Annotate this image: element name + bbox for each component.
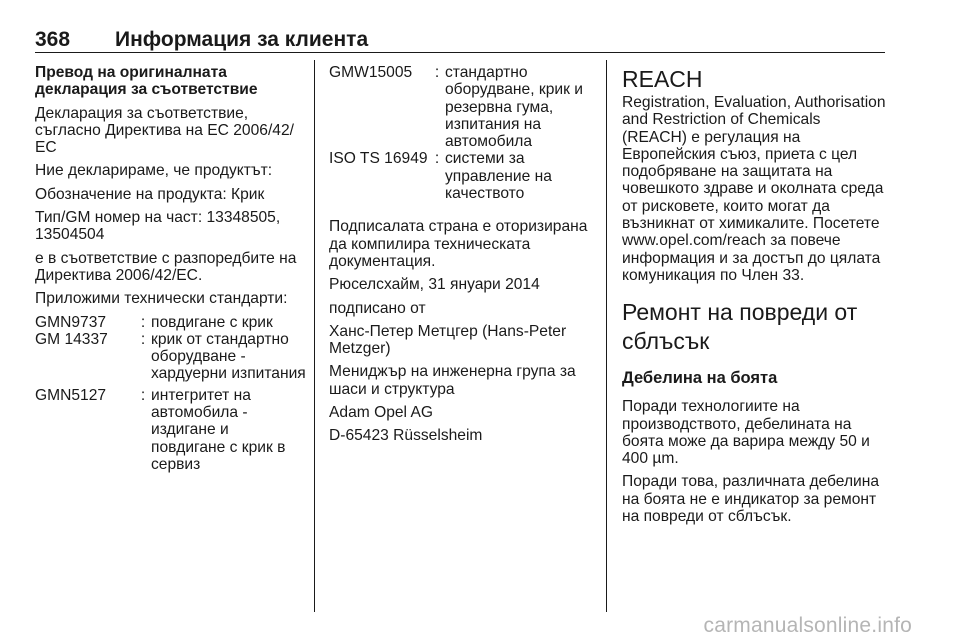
declaration-heading-line-1: Превод на оригиналната <box>35 64 227 81</box>
column-2 <box>329 64 595 445</box>
column-1 <box>35 64 307 473</box>
table-row <box>329 64 595 150</box>
paragraph: Adam Opel AG <box>329 404 434 422</box>
paragraph: Поради това, различната дебелина на боята не е индикатор за ремонт на повреди от сблъсък. <box>622 473 880 526</box>
table-row <box>329 150 595 202</box>
column-divider-1 <box>314 60 315 612</box>
declaration-heading-line-2: декларация за съответствие <box>35 81 258 99</box>
paragraph: Ханс-Петер Метцгер (Hans-Peter Metzger) <box>329 322 567 358</box>
reach-paragraph: Registration, Evaluation, Authorisation and Restriction of Chemicals (REACH) е регулация на Европейския съюз, приета с цел подобряване на защитата на човешкото здраве и околната среда от рисковете, които могат да възникнат от химикалите. Посетете www.opel.com/reach за повече информация и за достъп до цялата комуникация по Член 33. <box>622 94 886 284</box>
header-divider <box>35 52 885 53</box>
page-title: Информация за клиента <box>115 28 369 51</box>
standard-description: повдигане с крик <box>151 313 273 331</box>
paragraph: Ние декларираме, че продуктът: <box>35 162 273 180</box>
paragraph: D-65423 Rüsselsheim <box>329 427 483 445</box>
standards-table-continued <box>329 64 595 202</box>
standard-code: ISO TS 16949 <box>329 150 428 168</box>
separator: : <box>434 64 440 81</box>
standard-description: системи за управление на качеството <box>445 150 552 203</box>
paragraph: Обозначение на продукта: Крик <box>35 185 265 203</box>
standard-code: GMN9737 <box>35 313 107 331</box>
page-header <box>35 28 885 54</box>
standards-table <box>35 314 307 474</box>
paint-thickness-heading: Дебелина на боята <box>622 369 778 388</box>
separator: : <box>434 150 440 168</box>
paragraph: е в съответствие с разпоредбите на Директива 2006/42/ЕС. <box>35 249 297 284</box>
declaration-heading <box>35 64 307 99</box>
standard-description: крик от стандартно оборудване - хардуерни изпитания <box>151 330 306 383</box>
paragraph: Рюселсхайм, 31 януари 2014 <box>329 276 540 294</box>
standard-code: GMN5127 <box>35 386 107 404</box>
paragraph: подписано от <box>329 299 426 317</box>
paragraph: Декларация за съответствие, съгласно Директива на ЕС 2006/42/ЕС <box>35 104 294 157</box>
column-3 <box>622 64 887 525</box>
paragraph: Приложими технически стандарти: <box>35 290 288 308</box>
standard-code: GMW15005 <box>329 64 413 81</box>
column-divider-2 <box>606 60 607 612</box>
standard-code: GM 14337 <box>35 330 108 348</box>
reach-heading: REACH <box>622 66 703 92</box>
paragraph: Мениджър на инженерна група за шаси и структура <box>329 363 576 398</box>
repair-heading: Ремонт на повреди от сблъсък <box>622 299 858 355</box>
separator: : <box>140 386 146 404</box>
paragraph: Подписалата страна е оторизирана да компилира техническата документация. <box>329 218 588 270</box>
paragraph: Поради технологиите на производството, дебелината на боята може да варира между 50 и 400 µm. <box>622 398 870 468</box>
standard-description: интегритет на автомобила - издигане и повдигане с крик в сервиз <box>151 386 286 473</box>
separator: : <box>140 313 146 331</box>
page-number: 368 <box>35 28 71 51</box>
separator: : <box>140 330 146 348</box>
table-row <box>35 314 307 331</box>
watermark: carmanualsonline.info <box>703 614 912 637</box>
paragraph: Тип/GM номер на част: 13348505, 13504504 <box>35 209 281 244</box>
standard-description: стандартно оборудване, крик и резервна гума, изпитания на автомобила <box>445 64 583 151</box>
table-row <box>35 387 307 473</box>
table-row <box>35 331 307 387</box>
